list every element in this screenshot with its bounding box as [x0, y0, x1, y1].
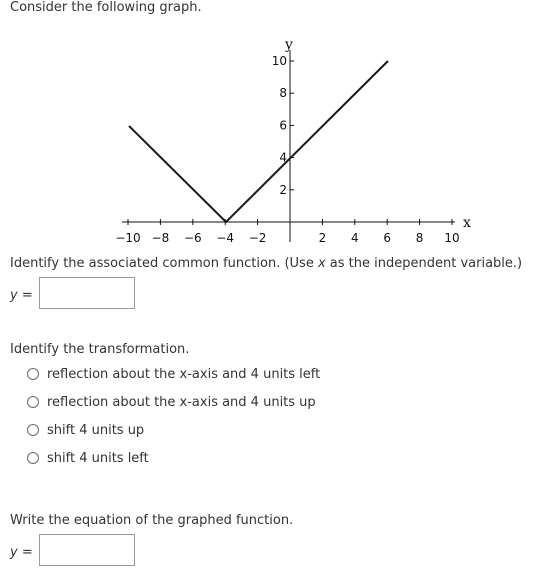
- absolute-value-graph: [0, 28, 537, 250]
- transformation-option-3[interactable]: [27, 416, 320, 444]
- x-tick-label: −6: [183, 231, 202, 245]
- transformation-options: [27, 360, 320, 472]
- x-tick-label: −10: [115, 231, 141, 245]
- option-label: reflection about the x-axis and 4 units left: [47, 366, 321, 382]
- x-tick-label: −2: [248, 231, 267, 245]
- radio-button[interactable]: [27, 424, 39, 436]
- radio-button[interactable]: [27, 368, 39, 380]
- q1-variable: x: [317, 256, 326, 271]
- equation-answer-label: y =: [10, 545, 33, 560]
- x-tick-label: 10: [444, 231, 460, 245]
- intro-text: Consider the following graph.: [10, 0, 202, 15]
- option-label: shift 4 units left: [47, 450, 149, 466]
- option-label: reflection about the x-axis and 4 units up: [47, 394, 316, 410]
- graph-line: [129, 61, 388, 222]
- x-tick-labels: [115, 231, 459, 245]
- radio-button[interactable]: [27, 396, 39, 408]
- option-label: shift 4 units up: [47, 422, 145, 438]
- common-function-answer-label: y =: [10, 288, 33, 303]
- y-axis-label: y: [285, 37, 293, 53]
- x-tick-label: −4: [216, 231, 235, 245]
- x-tick-label: 8: [415, 231, 424, 245]
- x-tick-label: 4: [350, 231, 359, 245]
- question-equation: Write the equation of the graphed function.: [10, 513, 294, 528]
- x-tick-label: 2: [318, 231, 327, 245]
- y-tick-label: 6: [279, 118, 287, 133]
- common-function-answer-input[interactable]: [39, 277, 135, 309]
- transformation-option-4[interactable]: [27, 444, 320, 472]
- x-axis-label: x: [463, 215, 471, 231]
- x-tick-label: 6: [383, 231, 392, 245]
- equation-answer-input[interactable]: [39, 534, 135, 566]
- y-tick-label: 2: [279, 182, 287, 197]
- x-tick-label: −8: [151, 231, 170, 245]
- q1-text-before: Identify the associated common function. (Use: [10, 256, 318, 271]
- question-common-function: [10, 256, 522, 271]
- y-tick-label: 4: [279, 150, 287, 165]
- transformation-option-1[interactable]: [27, 360, 320, 388]
- y-tick-label: 10: [271, 54, 287, 68]
- y-tick-label: 8: [279, 86, 287, 101]
- q1-text-after: as the independent variable.): [325, 256, 523, 271]
- y-tick-marks: [290, 61, 294, 190]
- radio-button[interactable]: [27, 452, 39, 464]
- question-transformation: Identify the transformation.: [10, 342, 190, 357]
- transformation-option-2[interactable]: [27, 388, 320, 416]
